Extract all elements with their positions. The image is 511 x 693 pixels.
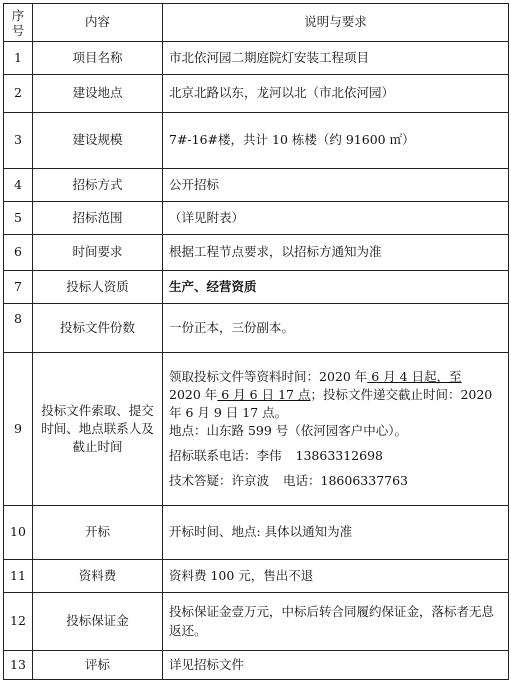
header-desc: 说明与要求: [163, 4, 509, 42]
header-no-2: 号: [11, 22, 25, 38]
table-row: [4, 42, 509, 75]
detail-line: [169, 368, 502, 386]
detail-date-underlined: 6 月 4 日起，至: [367, 368, 462, 384]
table-row: [4, 169, 509, 202]
header-no-1: 序: [11, 7, 25, 23]
row-name: 投标人资质: [33, 271, 163, 304]
table-row: [4, 506, 509, 560]
row-no: 13: [4, 651, 33, 680]
detail-date-underlined: 6 月 6 日 17 点: [217, 386, 311, 402]
row-name: 招标方式: [33, 169, 163, 202]
row-name: 资料费: [33, 560, 163, 593]
table-row: [4, 304, 509, 353]
contact-phone: 13863312698: [295, 448, 383, 464]
detail-text: 领取投标文件等资料时间：2020 年: [169, 368, 368, 384]
row-desc: 一份正本，三份副本。: [163, 304, 509, 353]
table-row: [4, 353, 509, 506]
table-row: [4, 235, 509, 271]
row-name: 评标: [33, 651, 163, 680]
detail-line: [169, 447, 502, 465]
row-no: 2: [4, 75, 33, 113]
row-name: 建设地点: [33, 75, 163, 113]
row-desc-detail: [163, 353, 509, 506]
table-row: [4, 113, 509, 169]
row-name: 开标: [33, 506, 163, 560]
row-desc: 资料费 100 元，售出不退: [163, 560, 509, 593]
row-name: 投标文件份数: [33, 304, 163, 353]
table-row: [4, 651, 509, 680]
row-desc: 开标时间、地点: 具体以通知为准: [163, 506, 509, 560]
tech-phone: 18606337763: [320, 473, 409, 489]
row-no: 6: [4, 235, 33, 271]
row-no: 7: [4, 271, 33, 304]
row-no: 3: [4, 113, 33, 169]
row-no: 12: [4, 593, 33, 651]
row-name: 招标范围: [33, 202, 163, 235]
table-row: [4, 593, 509, 651]
row-no: 4: [4, 169, 33, 202]
tech-phone-label: 电话：: [283, 473, 321, 489]
row-name: 投标保证金: [33, 593, 163, 651]
contact-label: 招标联系电话：李伟: [169, 448, 282, 464]
row-no: 1: [4, 42, 33, 75]
row-desc: 生产、经营资质: [163, 271, 509, 304]
row-desc: 北京北路以东，龙河以北（市北依河园）: [163, 75, 509, 113]
row-no: 10: [4, 506, 33, 560]
header-content: 内容: [33, 4, 163, 42]
detail-line: [169, 472, 502, 490]
table-row: [4, 560, 509, 593]
row-no: 5: [4, 202, 33, 235]
table-row: [4, 202, 509, 235]
row-desc: 详见招标文件: [163, 651, 509, 680]
row-no: 11: [4, 560, 33, 593]
table-row: [4, 271, 509, 304]
bid-info-table: [3, 3, 509, 680]
detail-line: [169, 386, 502, 404]
row-desc: 投标保证金壹万元，中标后转合同履约保证金，落标者无息返还。: [163, 593, 509, 651]
row-desc: 市北依河园二期庭院灯安装工程项目: [163, 42, 509, 75]
detail-line: 年 6 月 9 日 17 点。: [169, 404, 288, 420]
row-name: 投标文件索取、提交时间、地点联系人及截止时间: [33, 353, 163, 506]
detail-line: 地点：山东路 599 号（依河园客户中心）。: [169, 423, 408, 438]
row-name: 建设规模: [33, 113, 163, 169]
table-header-row: [4, 4, 509, 42]
row-no: 8: [4, 304, 33, 353]
detail-text: 2020 年: [169, 386, 218, 402]
row-desc: （详见附表）: [163, 202, 509, 235]
detail-text: ；投标文件递交截止时间：2020: [310, 386, 493, 402]
row-desc: 7#-16#楼，共计 10 栋楼（约 91600 ㎡）: [163, 113, 509, 169]
row-desc: 公开招标: [163, 169, 509, 202]
tech-label: 技术答疑：许京波: [169, 473, 270, 489]
row-name: 时间要求: [33, 235, 163, 271]
row-name: 项目名称: [33, 42, 163, 75]
row-desc: 根据工程节点要求，以招标方通知为准: [163, 235, 509, 271]
table-row: [4, 75, 509, 113]
row-no: 9: [4, 353, 33, 506]
header-no: [4, 4, 33, 42]
